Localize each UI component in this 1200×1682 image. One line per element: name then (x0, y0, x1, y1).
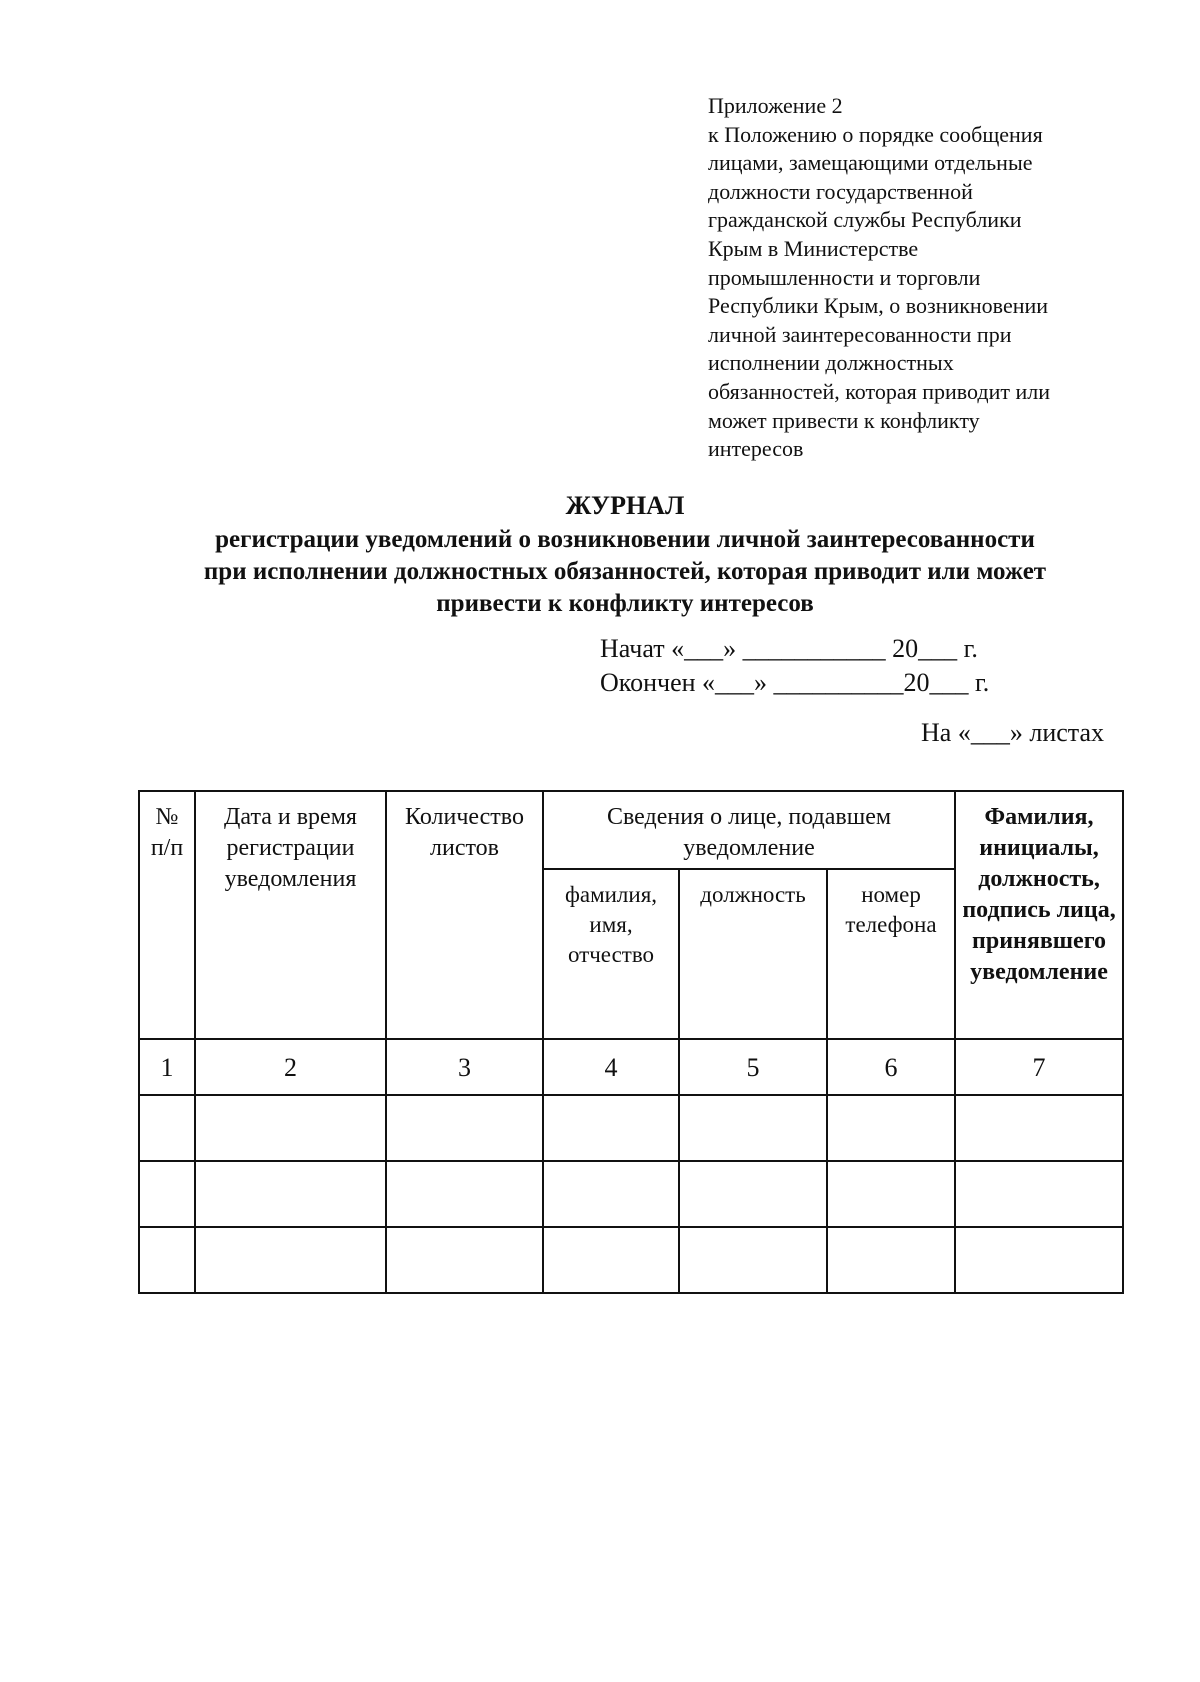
table-cell[interactable] (679, 1227, 827, 1293)
appendix-note (708, 92, 1148, 464)
column-number: 1 (139, 1039, 195, 1095)
table-cell[interactable] (543, 1227, 679, 1293)
table-cell[interactable] (195, 1095, 386, 1161)
table-cell[interactable] (386, 1227, 543, 1293)
table-cell[interactable] (195, 1161, 386, 1227)
table-cell[interactable] (195, 1227, 386, 1293)
appendix-line: Республики Крым, о возникновении (708, 293, 1049, 319)
journal-title: ЖУРНАЛ (565, 491, 685, 520)
header-registration-datetime: Дата и время регистрации уведомления (195, 791, 386, 1039)
header-sheet-count: Количество листов (386, 791, 543, 1039)
column-number: 5 (679, 1039, 827, 1095)
journal-table (138, 790, 1124, 1294)
header-phone: номер телефона (827, 869, 955, 1039)
header-number: № п/п (139, 791, 195, 1039)
journal-title-block (60, 490, 1190, 620)
appendix-line: может привести к конфликту (708, 407, 980, 433)
table-cell[interactable] (139, 1095, 195, 1161)
finished-date: Окончен «___» __________20___ г. (600, 668, 990, 697)
table-cell[interactable] (827, 1161, 955, 1227)
table-cell[interactable] (386, 1161, 543, 1227)
header-applicant-info: Сведения о лице, подавшем уведомление (543, 791, 955, 869)
appendix-line: к Положению о порядке сообщения (708, 121, 1043, 147)
appendix-line: гражданской службы Республики (708, 207, 1022, 233)
table-cell[interactable] (679, 1161, 827, 1227)
appendix-line: промышленности и торговли (708, 264, 981, 290)
sheets-count: На «___» листах (921, 718, 1104, 747)
table-cell[interactable] (139, 1227, 195, 1293)
journal-dates (600, 632, 989, 700)
table-cell[interactable] (955, 1161, 1123, 1227)
table-cell[interactable] (955, 1095, 1123, 1161)
column-number: 4 (543, 1039, 679, 1095)
table-row (139, 1161, 1123, 1227)
table-cell[interactable] (827, 1095, 955, 1161)
table-cell[interactable] (679, 1095, 827, 1161)
appendix-line: интересов (708, 436, 804, 462)
column-number: 7 (955, 1039, 1123, 1095)
appendix-line: обязанностей, которая приводит или (708, 378, 1050, 404)
table-cell[interactable] (543, 1095, 679, 1161)
appendix-line: лицами, замещающими отдельные (708, 150, 1033, 176)
appendix-line: личной заинтересованности при (708, 321, 1012, 347)
column-number: 2 (195, 1039, 386, 1095)
table-row (139, 1095, 1123, 1161)
header-row (139, 791, 1123, 869)
appendix-line: должности государственной (708, 178, 973, 204)
header-receiver: Фамилия, инициалы, должность, подпись лица, принявшего уведомление (955, 791, 1123, 1039)
table-row (139, 1227, 1123, 1293)
column-number: 3 (386, 1039, 543, 1095)
table-cell[interactable] (955, 1227, 1123, 1293)
table-cell[interactable] (139, 1161, 195, 1227)
column-number-row (139, 1039, 1123, 1095)
appendix-line: Крым в Министерстве (708, 235, 919, 261)
journal-subtitle-line: регистрации уведомлений о возникновении личной заинтересованности (215, 526, 1035, 553)
started-date: Начат «___» ___________ 20___ г. (600, 634, 978, 663)
appendix-line: Приложение 2 (708, 93, 843, 118)
table-cell[interactable] (386, 1095, 543, 1161)
journal-subtitle-line: при исполнении должностных обязанностей, которая приводит или может (203, 558, 1047, 585)
table-cell[interactable] (827, 1227, 955, 1293)
appendix-line: исполнении должностных (708, 350, 954, 376)
table-cell[interactable] (543, 1161, 679, 1227)
journal-subtitle-line: привести к конфликту интересов (436, 590, 814, 617)
header-full-name: фамилия, имя, отчество (543, 869, 679, 1039)
header-position: должность (679, 869, 827, 1039)
column-number: 6 (827, 1039, 955, 1095)
